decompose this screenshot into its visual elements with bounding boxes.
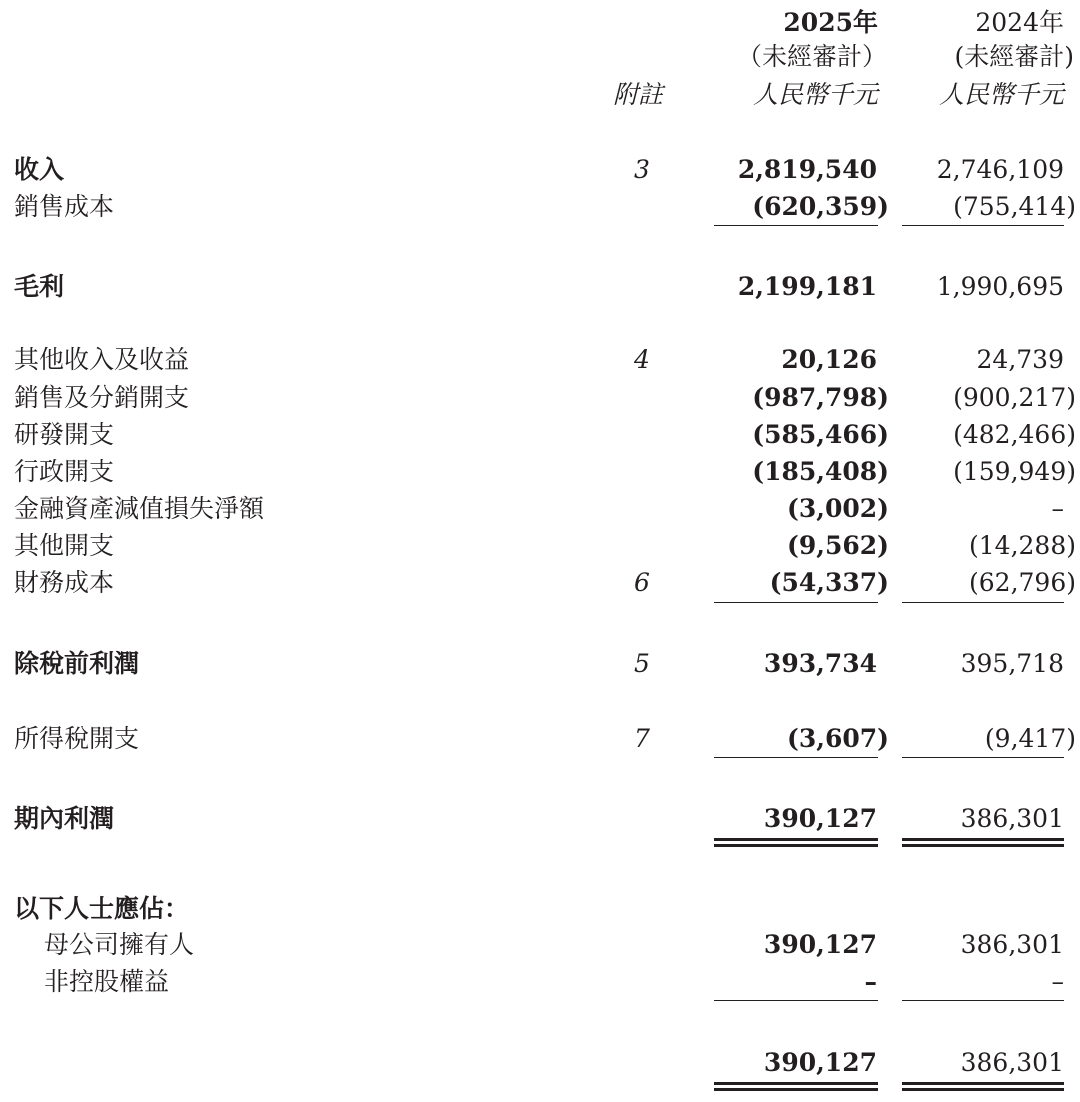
row-label-gross-profit: 毛利 [14,272,65,301]
row-2024-cost-of-sales: (755,414) [953,192,1076,221]
row-note-income-tax: 7 [634,724,650,753]
row-2025-profit-before-tax: 393,734 [763,649,877,678]
row-2024-rd-expenses: (482,466) [953,420,1076,449]
row-2024-non-controlling: – [1051,967,1064,996]
row-2025-profit-for-period: 390,127 [763,804,877,833]
row-label-revenue: 收入 [14,155,65,184]
row-2024-profit-for-period: 386,301 [960,804,1064,833]
underline-2024-cost-of-sales [902,225,1064,226]
row-2025-revenue: 2,819,540 [737,155,877,184]
row-2024-owners-of-parent: 386,301 [960,930,1064,959]
row-2025-admin-expenses: (185,408) [752,457,889,486]
row-2025-rd-expenses: (585,466) [752,420,889,449]
row-2025-total: 390,127 [763,1048,877,1077]
double-underline-2025-total [714,1082,878,1091]
double-underline-2024-profit [902,838,1064,847]
row-2024-total: 386,301 [960,1048,1064,1077]
row-2024-impairment: – [1051,494,1064,523]
header-2024-year: 2024年 [975,8,1064,37]
row-label-other-expenses: 其他開支 [14,531,115,560]
row-label-non-controlling: 非控股權益 [44,967,170,996]
row-2025-other-income: 20,126 [781,345,877,374]
row-label-income-tax: 所得稅開支 [14,724,140,753]
row-2024-finance-costs: (62,796) [969,568,1076,597]
row-2025-cost-of-sales: (620,359) [752,192,889,221]
row-note-other-income: 4 [634,345,650,374]
row-2025-selling-expenses: (987,798) [752,383,889,412]
underline-2024-non-controlling [902,1000,1064,1001]
underline-2024-finance-costs [902,602,1064,603]
row-2024-other-income: 24,739 [976,345,1064,374]
header-2024-audit: (未經審計) [954,42,1074,71]
row-label-profit-for-period: 期內利潤 [14,804,115,833]
row-label-admin-expenses: 行政開支 [14,457,115,486]
row-label-finance-costs: 財務成本 [14,568,115,597]
underline-2025-non-controlling [714,1000,878,1001]
row-2025-impairment: (3,002) [787,494,889,523]
row-note-finance-costs: 6 [634,568,650,597]
row-label-attributable-to: 以下人士應佔： [14,894,190,923]
row-note-revenue: 3 [634,155,650,184]
row-2024-gross-profit: 1,990,695 [936,272,1064,301]
header-2025-unit: 人民幣千元 [752,80,878,109]
header-2025-year: 2025年 [783,8,878,37]
underline-2025-finance-costs [714,602,878,603]
row-2024-profit-before-tax: 395,718 [960,649,1064,678]
header-2024-unit: 人民幣千元 [938,80,1064,109]
row-2024-admin-expenses: (159,949) [953,457,1076,486]
row-2025-gross-profit: 2,199,181 [737,272,877,301]
row-2025-finance-costs: (54,337) [769,568,889,597]
underline-2025-cost-of-sales [714,225,878,226]
header-note: 附註 [613,80,664,109]
row-label-other-income: 其他收入及收益 [14,345,190,374]
row-2025-owners-of-parent: 390,127 [763,930,877,959]
underline-2025-income-tax [714,757,878,758]
row-2024-revenue: 2,746,109 [936,155,1064,184]
row-2025-other-expenses: (9,562) [787,531,889,560]
row-2025-non-controlling: – [864,967,877,996]
row-2024-other-expenses: (14,288) [969,531,1076,560]
row-label-cost-of-sales: 銷售成本 [14,192,115,221]
row-2024-income-tax: (9,417) [984,724,1076,753]
row-label-owners-of-parent: 母公司擁有人 [44,930,195,959]
row-2025-income-tax: (3,607) [787,724,889,753]
header-2025-audit: （未經審計） [736,42,887,71]
row-label-rd-expenses: 研發開支 [14,420,115,449]
row-note-profit-before-tax: 5 [634,649,650,678]
row-label-selling-expenses: 銷售及分銷開支 [14,383,190,412]
row-label-impairment: 金融資產減值損失淨額 [14,494,265,523]
double-underline-2024-total [902,1082,1064,1091]
double-underline-2025-profit [714,838,878,847]
row-2024-selling-expenses: (900,217) [953,383,1076,412]
row-label-profit-before-tax: 除稅前利潤 [14,649,140,678]
underline-2024-income-tax [902,757,1064,758]
